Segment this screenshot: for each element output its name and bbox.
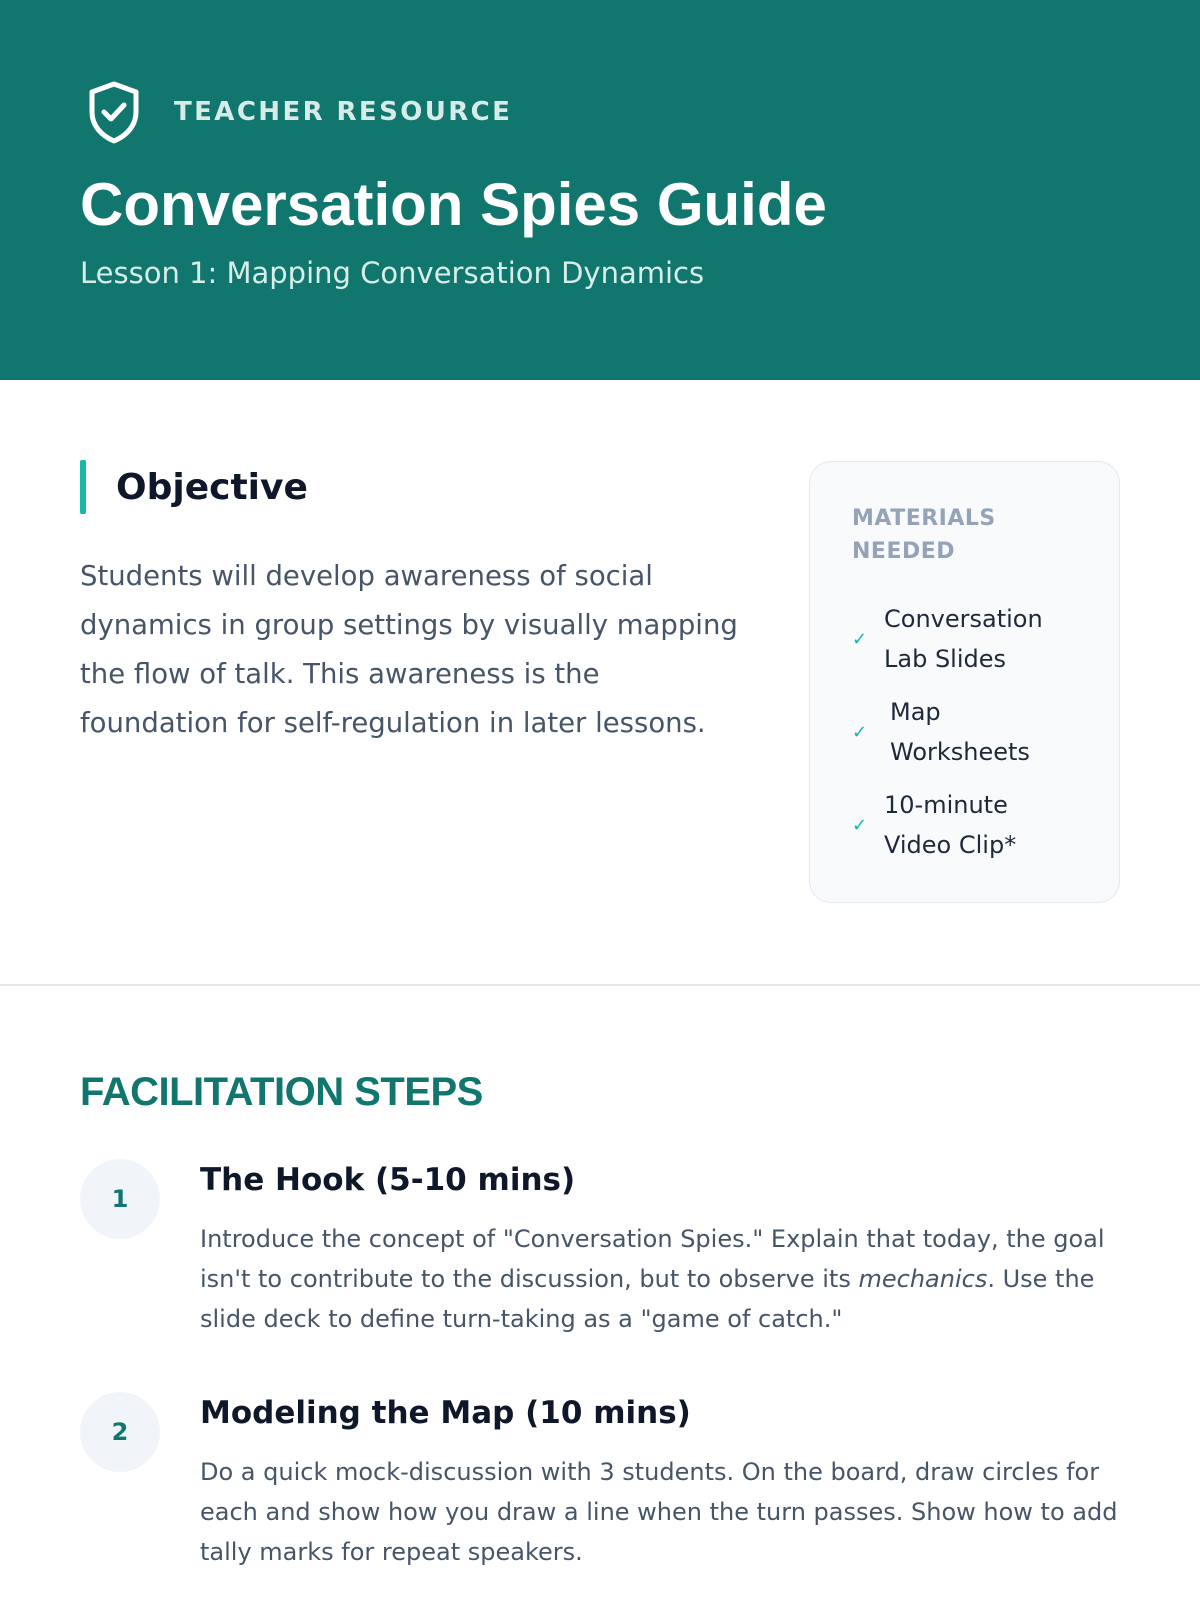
step-title: Modeling the Map (10 mins): [200, 1395, 691, 1431]
materials-item-label: Map Worksheets: [890, 698, 1030, 766]
objective-heading-row: [80, 460, 308, 514]
check-icon: ✓: [852, 814, 868, 836]
step-text-part: Introduce the concept of "Conversation Spies." Explain that today, the goal isn't to contribute to the discussion, but to observe its: [200, 1225, 1105, 1293]
page-subtitle: Lesson 1: Mapping Conversation Dynamics: [80, 256, 705, 290]
materials-item: [852, 599, 1092, 679]
materials-heading: MATERIALS NEEDED: [852, 506, 996, 564]
steps-heading: FACILITATION STEPS: [80, 1070, 483, 1114]
shield-check-icon: [80, 78, 148, 146]
section-divider: [0, 984, 1200, 986]
check-icon: ✓: [852, 721, 868, 743]
step-text-emphasis: mechanics: [858, 1265, 988, 1293]
materials-item-label: Conversation Lab Slides: [884, 605, 1043, 673]
eyebrow-label: TEACHER RESOURCE: [174, 97, 513, 127]
step-number-badge: 1: [80, 1159, 160, 1239]
page-title: Conversation Spies Guide: [80, 171, 827, 238]
materials-item-label: 10-minute Video Clip*: [884, 791, 1017, 859]
step-text: Do a quick mock-discussion with 3 students. On the board, draw circles for each and show how you draw a line when the turn passes. Show how to add tally marks for repeat speakers.: [200, 1458, 1118, 1566]
step-title: The Hook (5-10 mins): [200, 1162, 576, 1198]
check-icon: ✓: [852, 628, 868, 650]
step-text-part: . Use the slide deck to define turn-taking as a "game of catch.": [200, 1265, 1095, 1333]
materials-card: [809, 461, 1120, 903]
objective-text: Students will develop awareness of social dynamics in group settings by visually mapping the flow of talk. This awareness is the foundation for self-regulation in later lessons.: [80, 560, 738, 739]
objective-heading: Objective: [116, 466, 308, 508]
eyebrow: [80, 78, 512, 146]
step-number-badge: 2: [80, 1392, 160, 1472]
step-text: [200, 1219, 1130, 1339]
materials-item: [852, 785, 1092, 865]
accent-bar: [80, 460, 86, 514]
materials-item: [852, 692, 1092, 772]
page-header: [0, 0, 1200, 380]
